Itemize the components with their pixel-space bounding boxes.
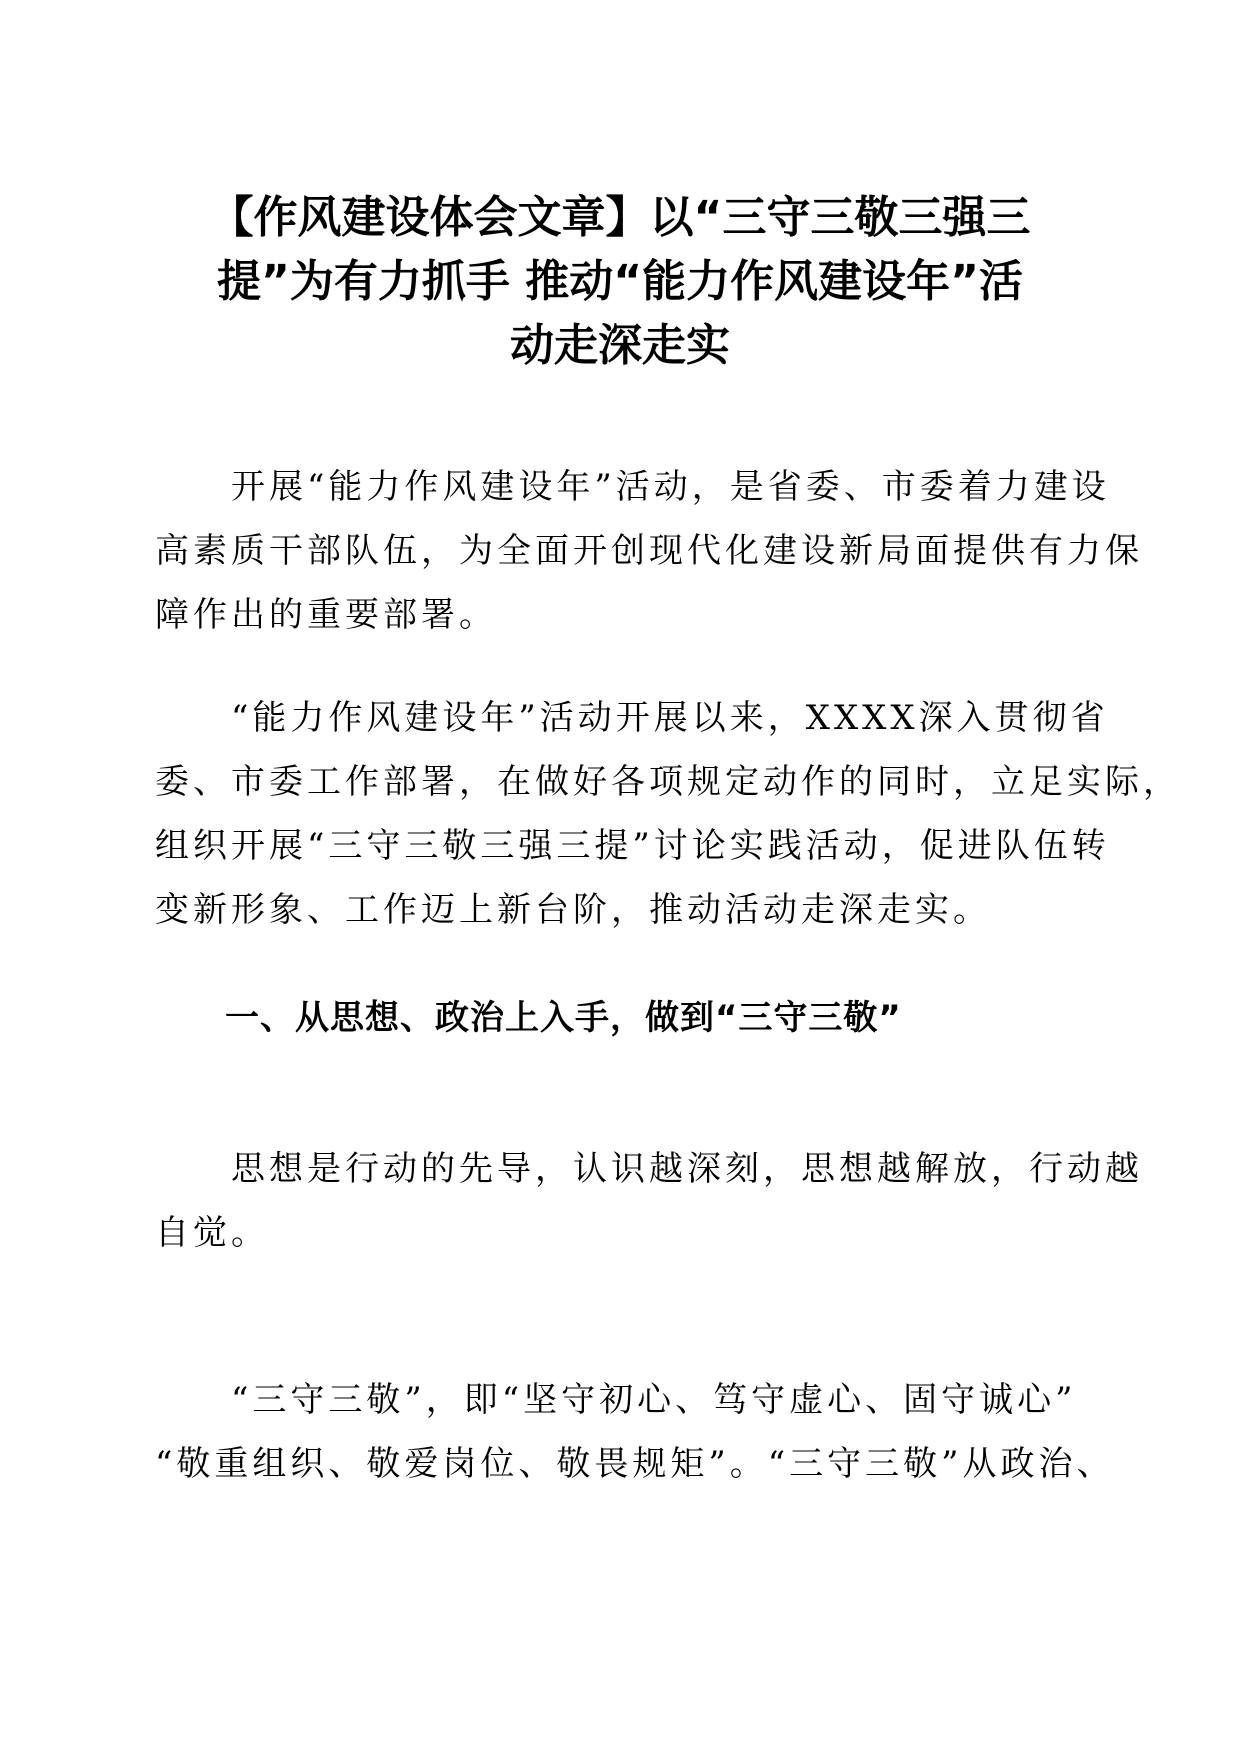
paragraph-line: 委、市委工作部署，在做好各项规定动作的同时，立足实际， [155,762,1181,802]
paragraph-line: 开展“能力作风建设年”活动，是省委、市委着力建设 [155,467,1110,507]
section-heading: 一、从思想、政治上入手，做到“三守三敬” [155,998,902,1038]
paragraph-thought [155,1137,1143,1265]
title-line: 提”为有力抓手 推动“能力作风建设年”活 [216,256,1024,307]
title-line: 动走深走实 [510,320,730,371]
paragraph-line: “能力作风建设年”活动开展以来，XXXX深入贯彻省 [155,698,1109,738]
paragraph-line: 障作出的重要部署。 [155,595,497,635]
document-title [160,186,1080,378]
paragraph-three-keeps [155,1368,1115,1496]
paragraph-line: 高素质干部队伍，为全面开创现代化建设新局面提供有力保 [155,531,1143,571]
paragraph-line: 变新形象、工作迈上新台阶，推动活动走深走实。 [155,890,991,930]
paragraph-activity [155,686,1181,942]
paragraph-intro [155,455,1143,647]
paragraph-line: 组织开展“三守三敬三强三提”讨论实践活动，促进队伍转 [155,826,1110,866]
paragraph-line: 思想是行动的先导，认识越深刻，思想越解放，行动越 [155,1149,1143,1189]
paragraph-line: 自觉。 [155,1213,269,1253]
paragraph-line: “三守三敬”，即“坚守初心、笃守虚心、固守诚心” [155,1380,1077,1420]
title-line: 【作风建设体会文章】以“三守三敬三强三 [209,192,1031,243]
paragraph-line: “敬重组织、敬爱岗位、敬畏规矩”。“三守三敬”从政治、 [155,1444,1115,1484]
